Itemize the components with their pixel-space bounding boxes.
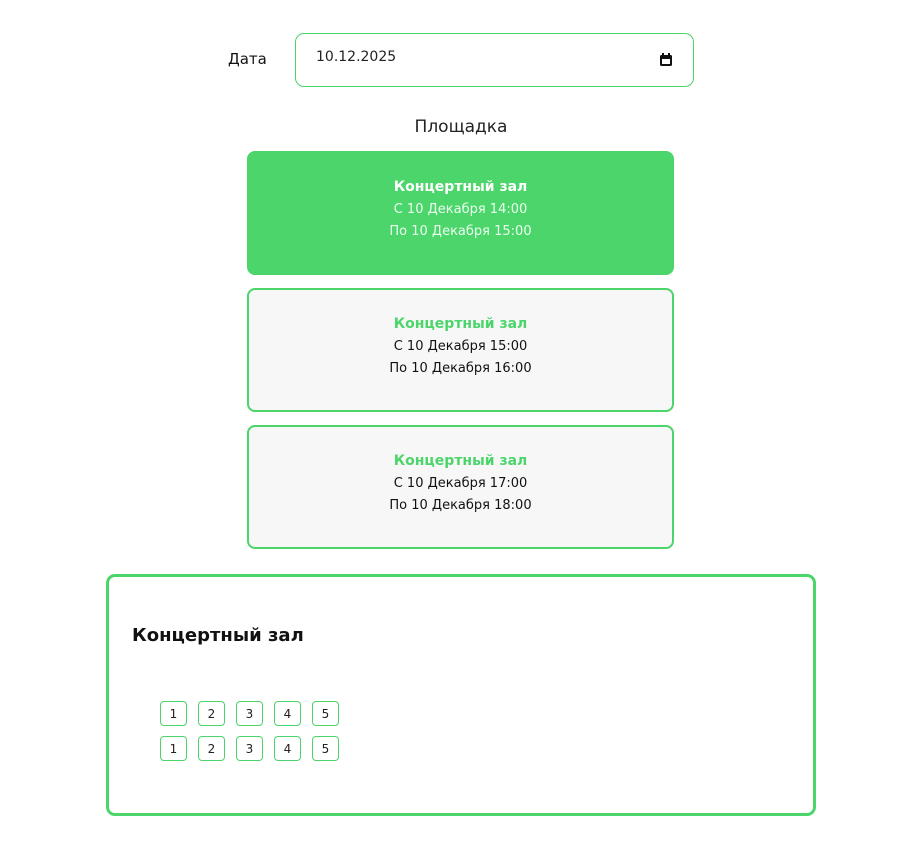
seat-row-1 xyxy=(160,701,339,726)
seat-button[interactable]: 1 xyxy=(160,701,187,726)
slot-from: С 10 Декабря 17:00 xyxy=(393,476,528,491)
seat-button[interactable]: 5 xyxy=(312,701,339,726)
calendar-icon[interactable] xyxy=(659,53,673,67)
date-label: Дата xyxy=(228,50,267,68)
slot-name: Концертный зал xyxy=(393,316,528,332)
seat-button[interactable]: 5 xyxy=(312,736,339,761)
venue-section-title: Площадка xyxy=(414,117,508,137)
hall-panel xyxy=(106,574,816,816)
seat-button[interactable]: 3 xyxy=(236,736,263,761)
slot-name: Концертный зал xyxy=(393,453,528,469)
slot-card-2[interactable] xyxy=(247,288,674,412)
date-value[interactable]: 10.12.2025 xyxy=(316,49,397,65)
slot-to: По 10 Декабря 16:00 xyxy=(389,361,532,376)
slot-name: Концертный зал xyxy=(393,179,528,195)
date-input[interactable] xyxy=(295,33,694,87)
seat-button[interactable]: 2 xyxy=(198,736,225,761)
seat-button[interactable]: 1 xyxy=(160,736,187,761)
hall-title: Концертный зал xyxy=(132,625,304,646)
seat-button[interactable]: 4 xyxy=(274,701,301,726)
slot-from: С 10 Декабря 14:00 xyxy=(393,202,528,217)
seat-button[interactable]: 2 xyxy=(198,701,225,726)
slot-card-3[interactable] xyxy=(247,425,674,549)
seat-button[interactable]: 4 xyxy=(274,736,301,761)
slot-from: С 10 Декабря 15:00 xyxy=(393,339,528,354)
slot-to: По 10 Декабря 15:00 xyxy=(389,224,532,239)
seat-row-2 xyxy=(160,736,339,761)
seat-button[interactable]: 3 xyxy=(236,701,263,726)
slot-card-1[interactable] xyxy=(247,151,674,275)
slot-to: По 10 Декабря 18:00 xyxy=(389,498,532,513)
